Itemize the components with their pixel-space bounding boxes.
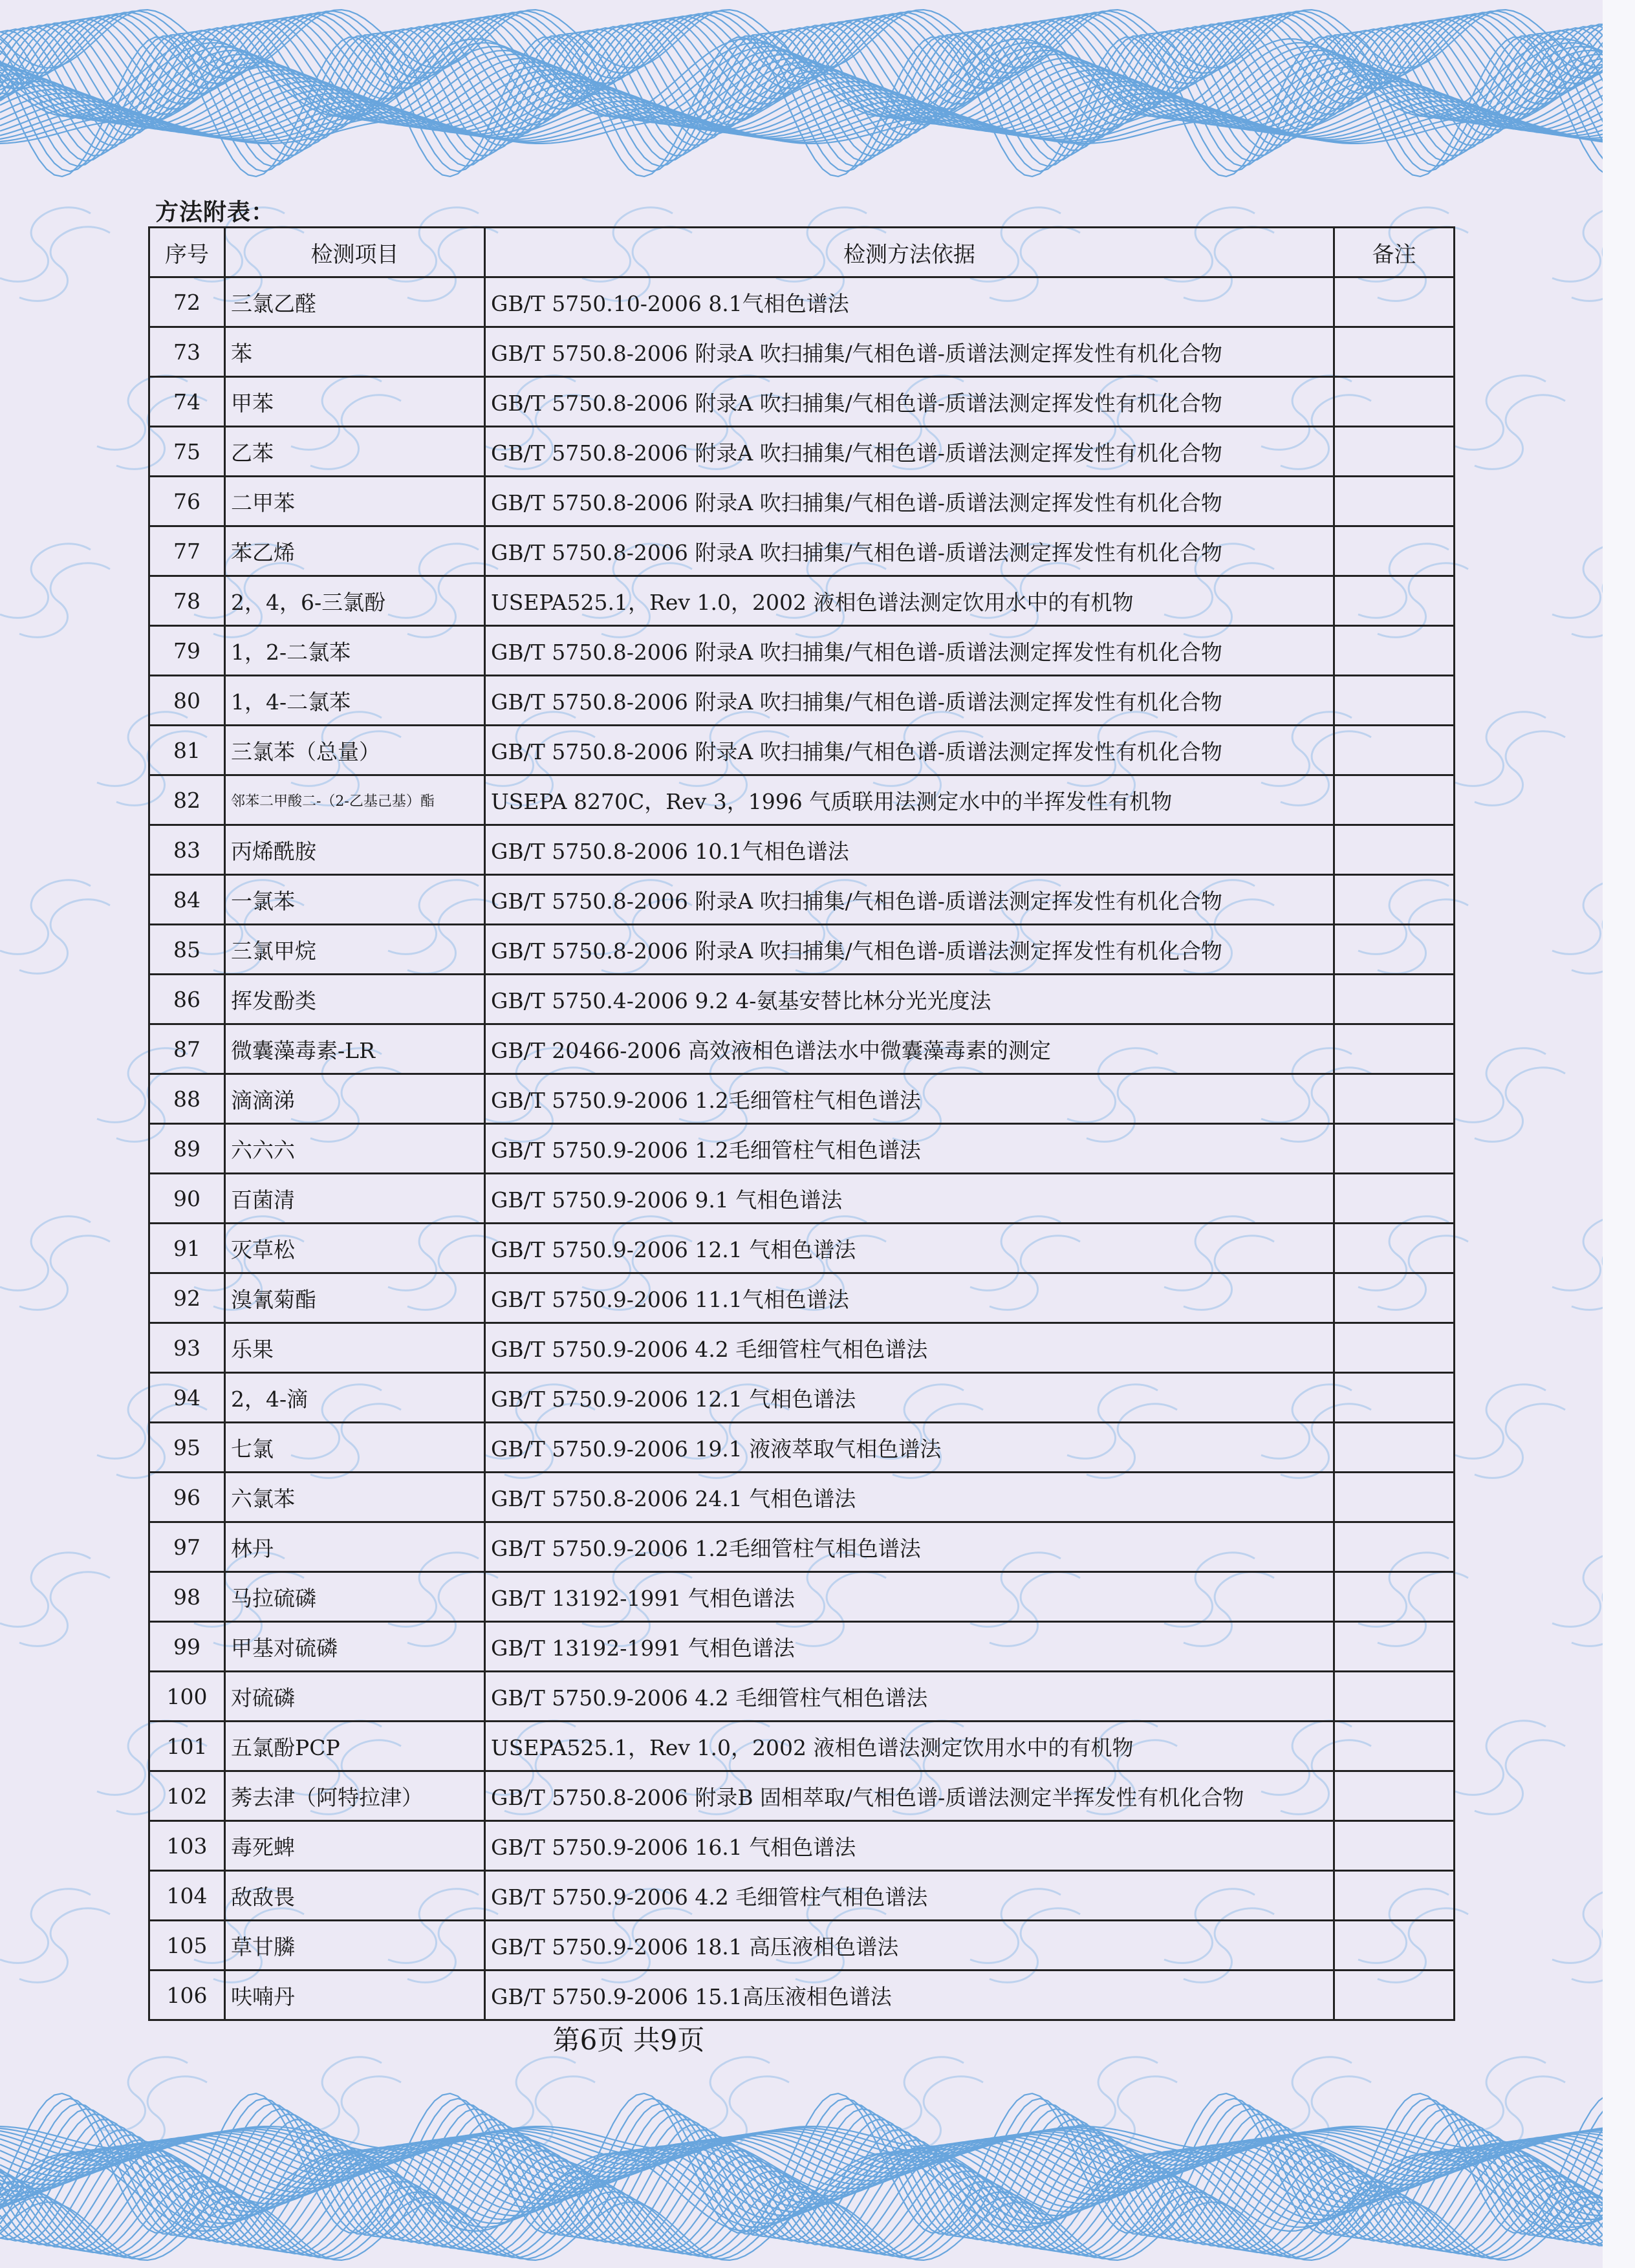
row-test-item: 三氯乙醛 — [225, 277, 485, 327]
row-serial-no: 77 — [149, 526, 225, 576]
row-serial-no: 78 — [149, 576, 225, 626]
table-row — [149, 1821, 1455, 1871]
row-test-item: 百菌清 — [225, 1174, 485, 1224]
row-serial-no: 85 — [149, 925, 225, 975]
row-remarks — [1334, 377, 1455, 427]
table-row — [149, 626, 1455, 676]
row-test-item: 呋喃丹 — [225, 1971, 485, 2020]
row-test-item: 甲苯 — [225, 377, 485, 427]
methods-table — [148, 226, 1455, 2021]
row-test-method: GB/T 5750.9-2006 4.2 毛细管柱气相色谱法 — [485, 1871, 1334, 1921]
table-row — [149, 825, 1455, 875]
row-test-method: GB/T 5750.8-2006 附录A 吹扫捕集/气相色谱-质谱法测定挥发性有机化合物 — [485, 676, 1334, 726]
row-test-item: 1，2-二氯苯 — [225, 626, 485, 676]
row-remarks — [1334, 1921, 1455, 1971]
row-serial-no: 100 — [149, 1672, 225, 1722]
table-row — [149, 1323, 1455, 1373]
row-test-method: USEPA525.1，Rev 1.0，2002 液相色谱法测定饮用水中的有机物 — [485, 1722, 1334, 1771]
row-remarks — [1334, 1174, 1455, 1224]
table-row — [149, 1522, 1455, 1572]
row-remarks — [1334, 1572, 1455, 1622]
row-serial-no: 99 — [149, 1622, 225, 1672]
row-test-method: GB/T 5750.8-2006 24.1 气相色谱法 — [485, 1473, 1334, 1522]
row-test-method: GB/T 5750.8-2006 附录B 固相萃取/气相色谱-质谱法测定半挥发性有机化合物 — [485, 1771, 1334, 1821]
row-test-method: GB/T 5750.8-2006 附录A 吹扫捕集/气相色谱-质谱法测定挥发性有机化合物 — [485, 377, 1334, 427]
row-remarks — [1334, 1323, 1455, 1373]
table-row — [149, 875, 1455, 925]
page-number: 第6页 共9页 — [552, 2024, 705, 2056]
row-test-item: 二甲苯 — [225, 477, 485, 526]
table-row — [149, 1971, 1455, 2020]
row-test-method: GB/T 5750.9-2006 1.2毛细管柱气相色谱法 — [485, 1124, 1334, 1174]
row-remarks — [1334, 576, 1455, 626]
table-row — [149, 1572, 1455, 1622]
row-test-item: 敌敌畏 — [225, 1871, 485, 1921]
row-test-method: GB/T 5750.4-2006 9.2 4-氨基安替比林分光光度法 — [485, 975, 1334, 1024]
row-serial-no: 97 — [149, 1522, 225, 1572]
row-remarks — [1334, 1373, 1455, 1423]
row-serial-no: 94 — [149, 1373, 225, 1423]
row-test-method: GB/T 5750.8-2006 附录A 吹扫捕集/气相色谱-质谱法测定挥发性有机化合物 — [485, 327, 1334, 377]
row-serial-no: 91 — [149, 1224, 225, 1273]
row-serial-no: 89 — [149, 1124, 225, 1174]
row-test-method: GB/T 5750.9-2006 9.1 气相色谱法 — [485, 1174, 1334, 1224]
row-test-item: 马拉硫磷 — [225, 1572, 485, 1622]
row-test-item: 2，4-滴 — [225, 1373, 485, 1423]
table-row — [149, 925, 1455, 975]
row-remarks — [1334, 676, 1455, 726]
row-remarks — [1334, 1821, 1455, 1871]
row-test-item: 2，4，6-三氯酚 — [225, 576, 485, 626]
row-remarks — [1334, 1622, 1455, 1672]
row-serial-no: 82 — [149, 775, 225, 825]
row-serial-no: 81 — [149, 726, 225, 775]
row-remarks — [1334, 875, 1455, 925]
row-test-item: 灭草松 — [225, 1224, 485, 1273]
row-remarks — [1334, 1273, 1455, 1323]
row-test-item: 1，4-二氯苯 — [225, 676, 485, 726]
row-serial-no: 103 — [149, 1821, 225, 1871]
row-remarks — [1334, 1871, 1455, 1921]
table-row — [149, 775, 1455, 825]
row-test-method: GB/T 5750.8-2006 附录A 吹扫捕集/气相色谱-质谱法测定挥发性有机化合物 — [485, 526, 1334, 576]
table-row — [149, 1722, 1455, 1771]
table-row — [149, 1672, 1455, 1722]
row-remarks — [1334, 1224, 1455, 1273]
table-row — [149, 726, 1455, 775]
row-test-method: GB/T 5750.9-2006 19.1 液液萃取气相色谱法 — [485, 1423, 1334, 1473]
table-row — [149, 576, 1455, 626]
guilloche-border-bottom — [0, 2069, 1635, 2268]
table-header-row — [149, 228, 1455, 277]
table-row — [149, 1423, 1455, 1473]
table-row — [149, 1373, 1455, 1423]
row-test-item: 苯 — [225, 327, 485, 377]
header-serial-no: 序号 — [149, 228, 225, 277]
row-test-method: GB/T 5750.8-2006 附录A 吹扫捕集/气相色谱-质谱法测定挥发性有机化合物 — [485, 726, 1334, 775]
row-serial-no: 104 — [149, 1871, 225, 1921]
row-test-item: 挥发酚类 — [225, 975, 485, 1024]
row-test-item: 五氯酚PCP — [225, 1722, 485, 1771]
row-remarks — [1334, 277, 1455, 327]
table-row — [149, 1174, 1455, 1224]
row-test-item: 苯乙烯 — [225, 526, 485, 576]
row-remarks — [1334, 1024, 1455, 1074]
row-test-method: GB/T 5750.9-2006 15.1高压液相色谱法 — [485, 1971, 1334, 2020]
row-serial-no: 86 — [149, 975, 225, 1024]
document-title: 方法附表： — [155, 199, 276, 226]
row-remarks — [1334, 526, 1455, 576]
row-remarks — [1334, 1971, 1455, 2020]
row-test-item: 三氯苯（总量） — [225, 726, 485, 775]
row-test-method: GB/T 5750.8-2006 附录A 吹扫捕集/气相色谱-质谱法测定挥发性有机化合物 — [485, 626, 1334, 676]
table-row — [149, 377, 1455, 427]
table-row — [149, 427, 1455, 477]
table-row — [149, 327, 1455, 377]
row-test-method: GB/T 5750.8-2006 附录A 吹扫捕集/气相色谱-质谱法测定挥发性有机化合物 — [485, 477, 1334, 526]
row-test-item: 林丹 — [225, 1522, 485, 1572]
table-row — [149, 1622, 1455, 1672]
row-remarks — [1334, 327, 1455, 377]
row-remarks — [1334, 1473, 1455, 1522]
row-remarks — [1334, 1722, 1455, 1771]
row-serial-no: 83 — [149, 825, 225, 875]
row-serial-no: 72 — [149, 277, 225, 327]
row-remarks — [1334, 775, 1455, 825]
row-test-item: 溴氰菊酯 — [225, 1273, 485, 1323]
table-row — [149, 1921, 1455, 1971]
row-test-method: GB/T 13192-1991 气相色谱法 — [485, 1622, 1334, 1672]
row-remarks — [1334, 925, 1455, 975]
row-serial-no: 75 — [149, 427, 225, 477]
row-test-method: GB/T 20466-2006 高效液相色谱法水中微囊藻毒素的测定 — [485, 1024, 1334, 1074]
row-remarks — [1334, 1124, 1455, 1174]
row-remarks — [1334, 1423, 1455, 1473]
guilloche-border-top — [0, 0, 1635, 194]
row-test-item: 六氯苯 — [225, 1473, 485, 1522]
row-test-item: 对硫磷 — [225, 1672, 485, 1722]
row-remarks — [1334, 1771, 1455, 1821]
row-test-item: 甲基对硫磷 — [225, 1622, 485, 1672]
row-remarks — [1334, 825, 1455, 875]
row-remarks — [1334, 477, 1455, 526]
header-remarks: 备注 — [1334, 228, 1455, 277]
table-row — [149, 277, 1455, 327]
row-serial-no: 101 — [149, 1722, 225, 1771]
table-row — [149, 676, 1455, 726]
table-row — [149, 1771, 1455, 1821]
row-serial-no: 76 — [149, 477, 225, 526]
row-test-item: 六六六 — [225, 1124, 485, 1174]
row-test-item: 乐果 — [225, 1323, 485, 1373]
row-test-method: GB/T 5750.8-2006 附录A 吹扫捕集/气相色谱-质谱法测定挥发性有机化合物 — [485, 925, 1334, 975]
row-serial-no: 105 — [149, 1921, 225, 1971]
row-serial-no: 84 — [149, 875, 225, 925]
header-test-method: 检测方法依据 — [485, 228, 1334, 277]
row-remarks — [1334, 1074, 1455, 1124]
row-remarks — [1334, 626, 1455, 676]
row-serial-no: 92 — [149, 1273, 225, 1323]
row-serial-no: 102 — [149, 1771, 225, 1821]
row-test-method: USEPA 8270C，Rev 3，1996 气质联用法测定水中的半挥发性有机物 — [485, 775, 1334, 825]
row-serial-no: 90 — [149, 1174, 225, 1224]
row-test-method: USEPA525.1，Rev 1.0，2002 液相色谱法测定饮用水中的有机物 — [485, 576, 1334, 626]
row-test-item: 滴滴涕 — [225, 1074, 485, 1124]
row-test-item: 莠去津（阿特拉津） — [225, 1771, 485, 1821]
row-test-method: GB/T 5750.9-2006 18.1 高压液相色谱法 — [485, 1921, 1334, 1971]
table-row — [149, 1473, 1455, 1522]
row-serial-no: 79 — [149, 626, 225, 676]
table-row — [149, 477, 1455, 526]
row-test-method: GB/T 5750.8-2006 附录A 吹扫捕集/气相色谱-质谱法测定挥发性有机化合物 — [485, 875, 1334, 925]
row-serial-no: 95 — [149, 1423, 225, 1473]
row-test-method: GB/T 5750.9-2006 12.1 气相色谱法 — [485, 1224, 1334, 1273]
row-serial-no: 87 — [149, 1024, 225, 1074]
row-test-method: GB/T 5750.9-2006 4.2 毛细管柱气相色谱法 — [485, 1672, 1334, 1722]
page-edge — [1603, 0, 1635, 2268]
table-row — [149, 1024, 1455, 1074]
table-row — [149, 975, 1455, 1024]
header-test-item: 检测项目 — [225, 228, 485, 277]
table-row — [149, 526, 1455, 576]
table-row — [149, 1074, 1455, 1124]
row-serial-no: 98 — [149, 1572, 225, 1622]
row-remarks — [1334, 427, 1455, 477]
row-remarks — [1334, 975, 1455, 1024]
row-test-item: 乙苯 — [225, 427, 485, 477]
row-test-method: GB/T 5750.8-2006 附录A 吹扫捕集/气相色谱-质谱法测定挥发性有机化合物 — [485, 427, 1334, 477]
row-test-item: 一氯苯 — [225, 875, 485, 925]
row-serial-no: 93 — [149, 1323, 225, 1373]
row-test-item: 邻苯二甲酸二-（2-乙基己基）酯 — [225, 775, 485, 825]
row-remarks — [1334, 1522, 1455, 1572]
table-row — [149, 1273, 1455, 1323]
row-test-item: 三氯甲烷 — [225, 925, 485, 975]
row-test-method: GB/T 5750.9-2006 1.2毛细管柱气相色谱法 — [485, 1522, 1334, 1572]
row-test-method: GB/T 5750.9-2006 4.2 毛细管柱气相色谱法 — [485, 1323, 1334, 1373]
row-test-item: 草甘膦 — [225, 1921, 485, 1971]
row-test-method: GB/T 5750.9-2006 11.1气相色谱法 — [485, 1273, 1334, 1323]
row-test-method: GB/T 5750.8-2006 10.1气相色谱法 — [485, 825, 1334, 875]
table-row — [149, 1124, 1455, 1174]
row-serial-no: 74 — [149, 377, 225, 427]
row-test-item: 毒死蜱 — [225, 1821, 485, 1871]
row-serial-no: 73 — [149, 327, 225, 377]
row-test-item: 丙烯酰胺 — [225, 825, 485, 875]
row-serial-no: 80 — [149, 676, 225, 726]
row-test-item: 七氯 — [225, 1423, 485, 1473]
row-test-method: GB/T 5750.9-2006 12.1 气相色谱法 — [485, 1373, 1334, 1423]
row-remarks — [1334, 1672, 1455, 1722]
row-serial-no: 96 — [149, 1473, 225, 1522]
table-row — [149, 1224, 1455, 1273]
row-test-item: 微囊藻毒素-LR — [225, 1024, 485, 1074]
row-test-method: GB/T 5750.9-2006 16.1 气相色谱法 — [485, 1821, 1334, 1871]
row-test-method: GB/T 5750.10-2006 8.1气相色谱法 — [485, 277, 1334, 327]
table-row — [149, 1871, 1455, 1921]
row-serial-no: 106 — [149, 1971, 225, 2020]
row-serial-no: 88 — [149, 1074, 225, 1124]
row-remarks — [1334, 726, 1455, 775]
row-test-method: GB/T 13192-1991 气相色谱法 — [485, 1572, 1334, 1622]
row-test-method: GB/T 5750.9-2006 1.2毛细管柱气相色谱法 — [485, 1074, 1334, 1124]
